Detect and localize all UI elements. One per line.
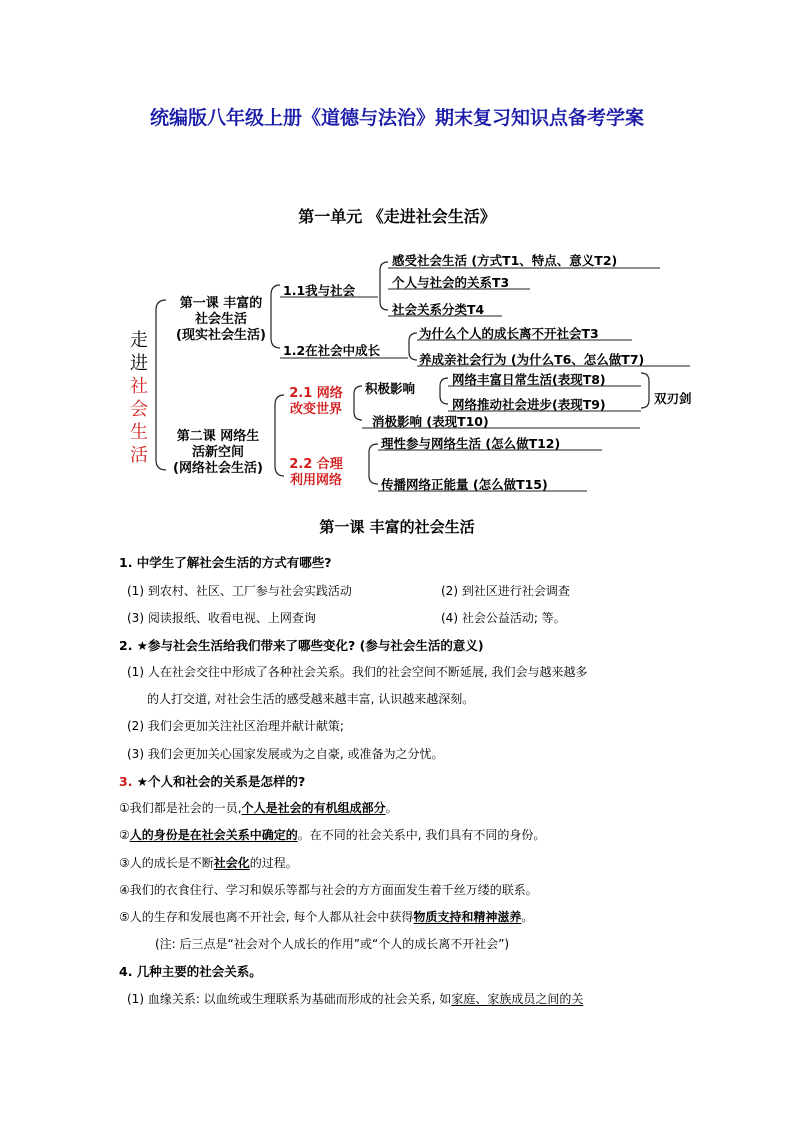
- mindmap-node-1-1: 1.1我与社会: [283, 283, 356, 298]
- answer-item: 的人打交道, 对社会生活的感受越来越丰富, 认识越来越深刻。: [147, 692, 475, 706]
- question-1-title: 1. 中学生了解社会生活的方式有哪些?: [119, 555, 332, 570]
- answer-point: [119, 908, 533, 925]
- root-char: 进: [130, 353, 148, 374]
- mindmap-leaf: 传播网络正能量 (怎么做T15): [381, 477, 548, 492]
- text-span: 。: [521, 910, 534, 924]
- lesson1-line: 第一课 丰富的: [179, 296, 263, 311]
- root-char: 活: [130, 445, 148, 466]
- node-2-1-line: 改变世界: [289, 402, 342, 417]
- answer-note: (注: 后三点是“社会对个人成长的作用”或“个人的成长离不开社会”): [155, 937, 510, 951]
- question-3-text: ★个人和社会的关系是怎样的?: [132, 774, 306, 789]
- answer-point: [119, 799, 398, 816]
- answer-point: [119, 826, 545, 843]
- answer-item: (2) 我们会更加关注社区治理并献计献策;: [127, 719, 344, 733]
- lesson-heading: 第一课 丰富的社会生活: [319, 518, 475, 536]
- answer-item: [127, 990, 583, 1007]
- answer-point: [119, 854, 298, 871]
- key-phrase: 家庭、家族成员之间的关: [451, 992, 584, 1006]
- mindmap-lesson2: [162, 429, 274, 477]
- root-char: 会: [130, 399, 148, 420]
- mindmap-root: [128, 329, 150, 467]
- text-span: 的过程。: [249, 856, 298, 870]
- answer-point: ④我们的衣食住行、学习和娱乐等都与社会的方方面面发生着千丝万缕的联系。: [119, 883, 538, 897]
- text-span: 。在不同的社会关系中, 我们具有不同的身份。: [297, 828, 546, 842]
- mindmap-negative: 消极影响 (表现T10): [372, 414, 489, 429]
- document-title: 统编版八年级上册《道德与法治》期末复习知识点备考学案: [149, 107, 644, 129]
- mindmap-node-2-1: [284, 386, 348, 418]
- question-2-title: 2. ★参与社会生活给我们带来了哪些变化? (参与社会生活的意义): [119, 638, 484, 653]
- lesson2-line: (网络社会生活): [173, 461, 263, 476]
- root-char: 生: [130, 422, 148, 443]
- question-4-title: 4. 几种主要的社会关系。: [119, 964, 262, 979]
- lesson1-line: (现实社会生活): [176, 328, 266, 343]
- key-phrase: 人的身份是在社会关系中确定的: [129, 828, 298, 842]
- mindmap-double-edge: 双刃剑: [654, 391, 692, 406]
- mindmap-leaf: 理性参与网络生活 (怎么做T12): [381, 436, 561, 451]
- text-span: (1) 血缘关系: 以血统或生理联系为基础而形成的社会关系, 如: [127, 992, 452, 1006]
- answer-item: (2) 到社区进行社会调查: [441, 584, 570, 598]
- mindmap-leaf: 感受社会生活 (方式T1、特点、意义T2): [392, 253, 618, 268]
- mindmap-leaf: 社会关系分类T4: [392, 302, 485, 317]
- node-2-2-line: 利用网络: [289, 473, 342, 488]
- mindmap-leaf: 网络推动社会进步(表现T9): [452, 397, 606, 412]
- key-phrase: 个人是社会的有机组成部分: [241, 801, 386, 815]
- text-span: ①我们都是社会的一员,: [119, 801, 242, 815]
- lesson1-line: 社会生活: [194, 312, 247, 327]
- answer-item: (3) 我们会更加关心国家发展或为之自豪, 或准备为之分忧。: [127, 747, 444, 761]
- answer-item: (3) 阅读报纸、收看电视、上网查询: [127, 611, 316, 625]
- mindmap-leaf: 养成亲社会行为 (为什么T6、怎么做T7): [419, 352, 645, 367]
- lesson2-line: 第二课 网络生: [176, 429, 260, 444]
- text-span: 。: [385, 801, 398, 815]
- key-phrase: 物质支持和精神滋养: [413, 910, 522, 924]
- root-char: 社: [130, 376, 148, 397]
- mindmap-positive: 积极影响: [365, 381, 416, 396]
- lesson2-line: 活新空间: [191, 445, 244, 460]
- node-2-2-line: 2.2 合理: [289, 457, 343, 472]
- root-char: 走: [130, 330, 148, 351]
- answer-item: (1) 人在社会交往中形成了各种社会关系。我们的社会空间不断延展, 我们会与越来越多: [127, 665, 588, 679]
- answer-item: (4) 社会公益活动; 等。: [441, 611, 566, 625]
- text-span: ⑤人的生存和发展也离不开社会, 每个人都从社会中获得: [119, 910, 414, 924]
- question-3-number: 3.: [119, 774, 133, 789]
- node-2-1-line: 2.1 网络: [289, 386, 343, 401]
- text-span: ②: [119, 828, 130, 842]
- answer-item: (1) 到农村、社区、工厂参与社会实践活动: [127, 584, 352, 598]
- question-3-title: [119, 772, 305, 790]
- mindmap-leaf: 网络丰富日常生活(表现T8): [452, 372, 606, 387]
- mindmap-node-1-2: 1.2在社会中成长: [283, 343, 381, 358]
- text-span: ③人的成长是不断: [119, 856, 214, 870]
- mindmap-lesson1: [166, 296, 276, 344]
- key-phrase: 社会化: [213, 856, 250, 870]
- mindmap-leaf: 为什么个人的成长离不开社会T3: [419, 326, 599, 341]
- mindmap-leaf: 个人与社会的关系T3: [392, 275, 510, 290]
- unit-title: 第一单元 《走进社会生活》: [298, 207, 496, 226]
- mindmap-node-2-2: [284, 457, 348, 489]
